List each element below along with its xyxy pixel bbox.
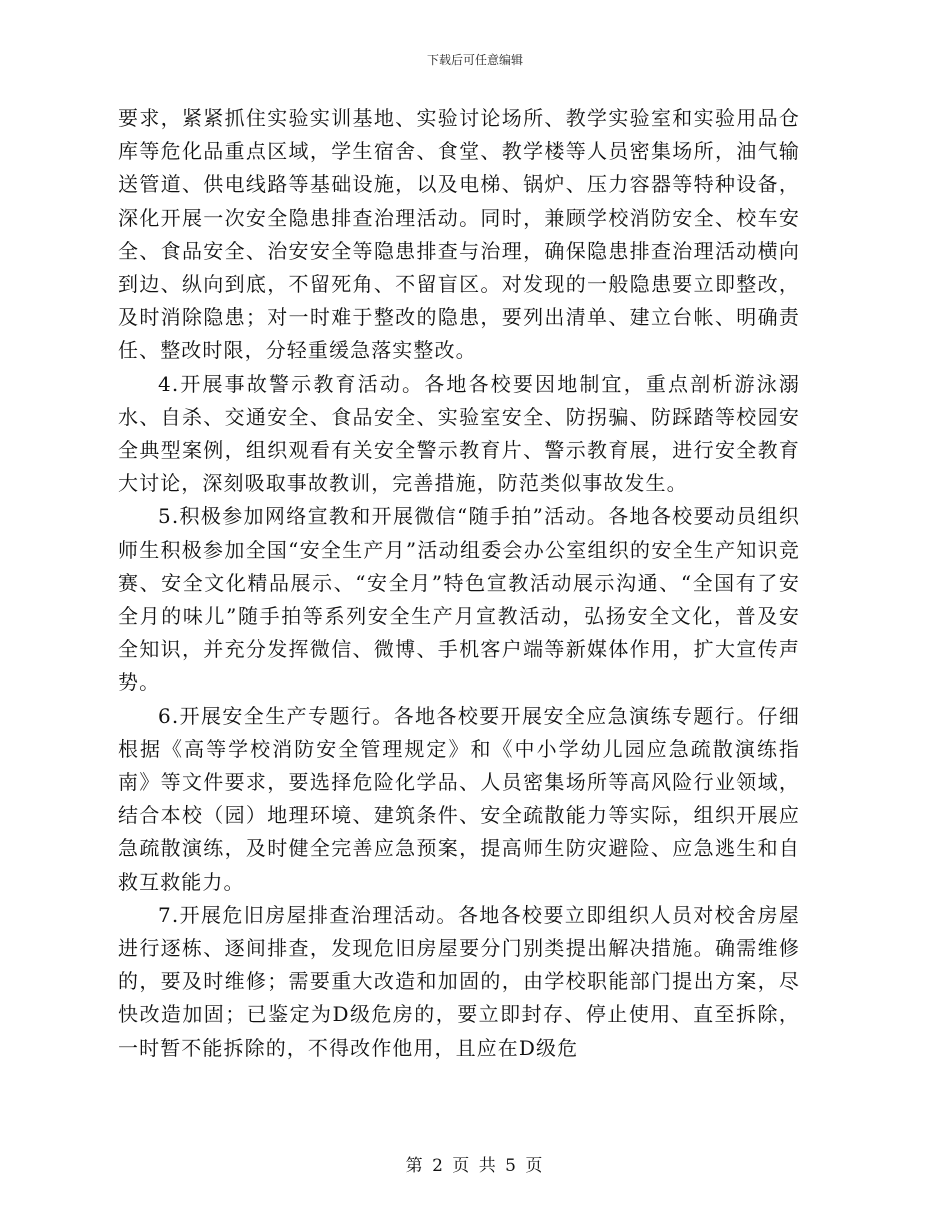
paragraph-item-5: 5.积极参加网络宣教和开展微信“随手拍”活动。各地各校要动员组织师生积极参加全国“安全生产月”活动组委会办公室组织的安全生产知识竞赛、安全文化精品展示、“安全月”特色宣教活动展示沟通、“全国有了安全月的味儿”随手拍等系列安全生产月宣教活动，弘扬安全文化，普及安全知识，并充分发挥微信、微博、手机客户端等新媒体作用，扩大宣传声势。 xyxy=(118,504,800,695)
paragraph-continuation: 要求，紧紧抓住实验实训基地、实验讨论场所、教学实验室和实验用品仓库等危化品重点区域，学生宿舍、食堂、教学楼等人员密集场所，油气输送管道、供电线路等基础设施，以及电梯、锅炉、压力容器等特种设备，深化开展一次安全隐患排查治理活动。同时，兼顾学校消防安全、校车安全、食品安全、治安安全等隐患排查与治理，确保隐患排查治理活动横向到边、纵向到底，不留死角、不留盲区。对发现的一般隐患要立即整改，及时消除隐患；对一时难于整改的隐患，要列出清单、建立台帐、明确责任、整改时限，分轻重缓急落实整改。 xyxy=(118,106,800,363)
paragraph-item-4: 4.开展事故警示教育活动。各地各校要因地制宜，重点剖析游泳溺水、自杀、交通安全、食品安全、实验室安全、防拐骗、防踩踏等校园安全典型案例，组织观看有关安全警示教育片、警示教育展，进行安全教育大讨论，深刻吸取事故教训，完善措施，防范类似事故发生。 xyxy=(118,371,800,496)
paragraph-item-6: 6.开展安全生产专题行。各地各校要开展安全应急演练专题行。仔细根据《高等学校消防安全管理规定》和《中小学幼儿园应急疏散演练指南》等文件要求，要选择危险化学品、人员密集场所等高风险行业领域，结合本校（园）地理环境、建筑条件、安全疏散能力等实际，组织开展应急疏散演练，及时健全完善应急预案，提高师生防灾避险、应急逃生和自救互救能力。 xyxy=(118,703,800,894)
document-body xyxy=(118,102,800,1065)
page-footer: 第 2 页 共 5 页 xyxy=(405,1156,545,1176)
page-header: 下载后可任意编辑 xyxy=(426,53,523,67)
paragraph-item-7: 7.开展危旧房屋排查治理活动。各地各校要立即组织人员对校舍房屋进行逐栋、逐间排查，发现危旧房屋要分门别类提出解决措施。确需维修的，要及时维修；需要重大改造和加固的，由学校职能部门提出方案，尽快改造加固；已鉴定为D级危房的，要立即封存、停止使用、直至拆除，一时暂不能拆除的，不得改作他用，且应在D级危 xyxy=(118,902,800,1060)
